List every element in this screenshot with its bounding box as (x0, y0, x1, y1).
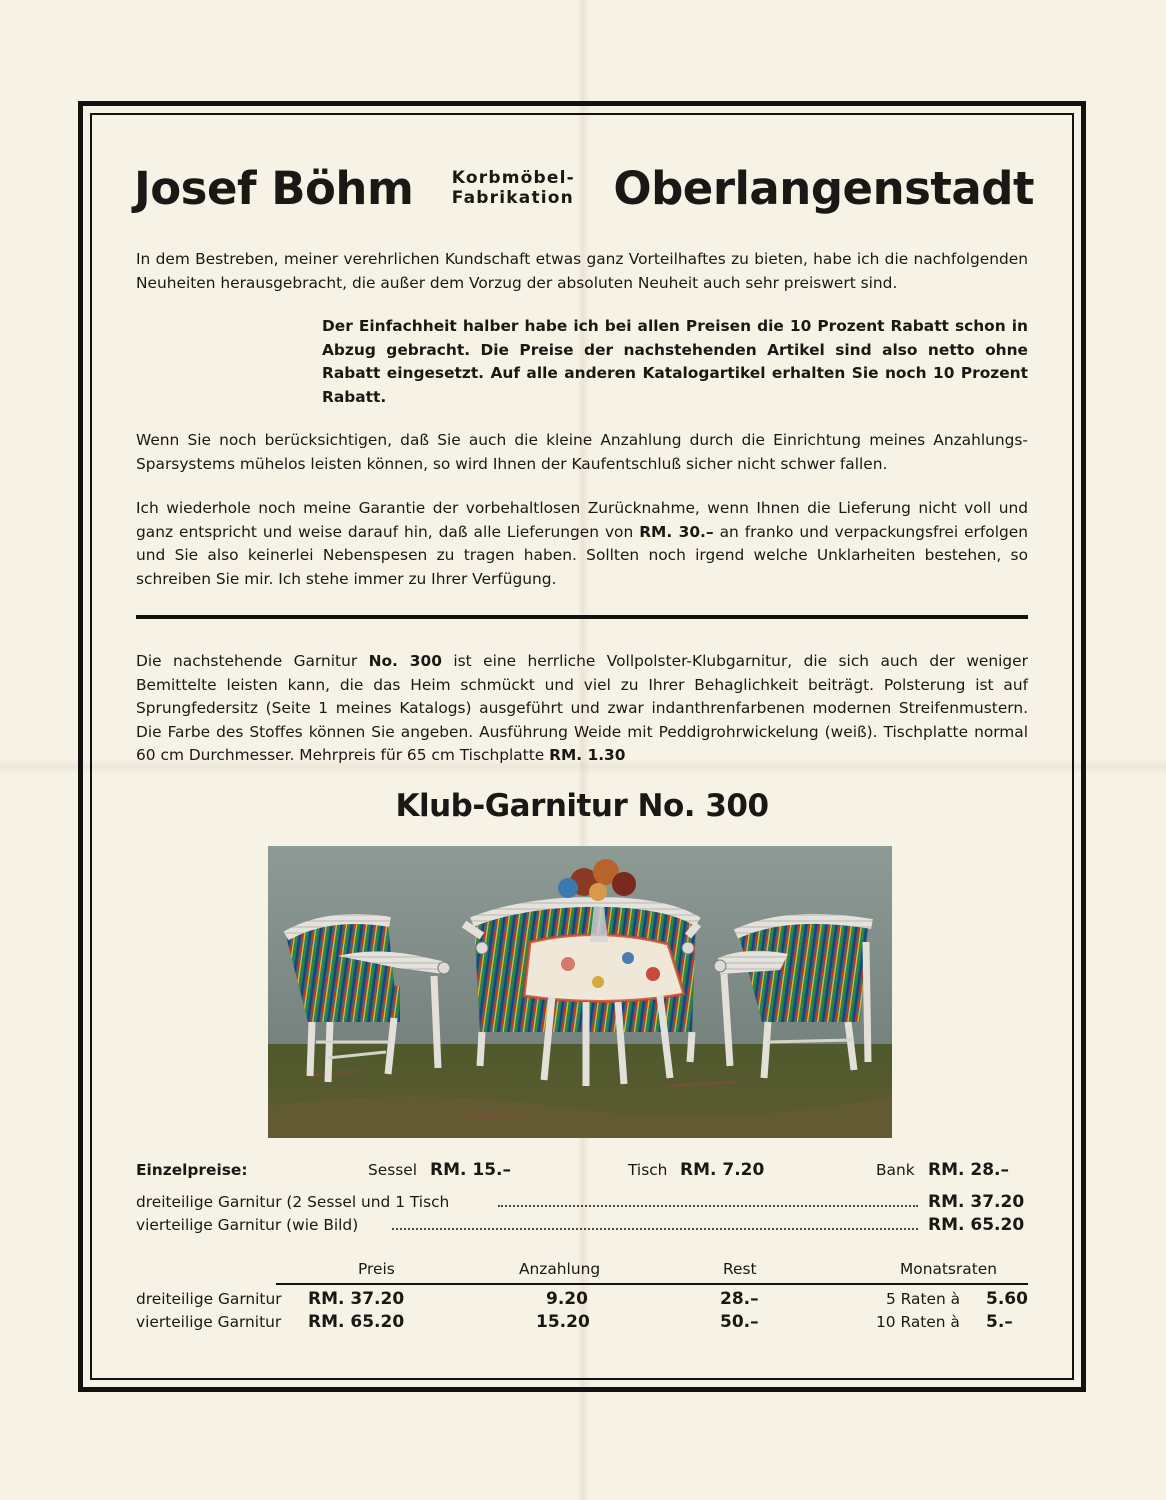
product-desc-a: Die nachstehende Garnitur (136, 652, 369, 670)
column-header: Preis (358, 1260, 395, 1278)
product-number: No. 300 (368, 652, 442, 670)
installment-table-header (136, 1257, 1028, 1281)
intro-paragraph: In dem Bestreben, meiner verehrlichen Kundschaft etwas ganz Vorteilhaftes zu bieten, habe ich die nachfolgenden Neuheiten herausgebracht, die außer dem Vorzug der absoluten Neuheit auch sehr preiswert sind. (136, 250, 1028, 292)
row-down-payment: 9.20 (546, 1289, 588, 1309)
surcharge-price: RM. 1.30 (549, 746, 626, 764)
bank-price: RM. 28.– (928, 1160, 1009, 1180)
three-piece-set-label: dreiteilige Garnitur (2 Sessel und 1 Tisch (136, 1193, 450, 1211)
tisch-label: Tisch (628, 1161, 668, 1179)
column-header: Monatsraten (900, 1260, 997, 1278)
dot-leader (392, 1228, 918, 1230)
product-description (136, 650, 1028, 768)
product-title: Klub-Garnitur No. 300 (395, 788, 769, 824)
row-installments: 5 Raten à (886, 1290, 961, 1308)
column-header: Anzahlung (519, 1260, 601, 1278)
table-row (136, 1310, 1028, 1334)
guarantee-text-a: Ich wiederhole noch meine Garantie der vorbehaltlosen Zurücknahme, wenn Ihnen die Lieferung nicht voll und ganz entspricht und weise darauf hin, daß alle Lieferungen von (136, 499, 1028, 541)
single-prices-label: Einzelpreise: (136, 1161, 248, 1179)
row-label: vierteilige Garnitur (136, 1313, 282, 1331)
bank-label: Bank (876, 1161, 915, 1179)
row-price: RM. 37.20 (308, 1289, 405, 1309)
four-piece-set-label: vierteilige Garnitur (wie Bild) (136, 1216, 359, 1234)
table-header-rule (276, 1283, 1028, 1285)
four-piece-set-row (136, 1213, 1028, 1237)
row-rest: 28.– (720, 1289, 759, 1309)
column-header: Rest (723, 1260, 757, 1278)
discount-notice: Der Einfachheit halber habe ich bei allen Preisen die 10 Prozent Rabatt schon in Abzug gebracht. Die Preise der nachstehenden Artikel sind also netto ohne Rabatt eingesetzt. Auf alle anderen Katalogartikel erhalten Sie noch 10 Prozent Rabatt. (322, 317, 1028, 406)
free-shipping-amount: RM. 30.– (639, 522, 714, 541)
three-piece-set-price: RM. 37.20 (928, 1192, 1025, 1212)
tisch-price: RM. 7.20 (680, 1160, 765, 1180)
payment-paragraph: Wenn Sie noch berücksichtigen, daß Sie auch die kleine Anzahlung durch die Einrichtung meines Anzahlungs-Sparsystems mühelos leisten können, so wird Ihnen der Kaufentschluß sicher nicht schwer fallen. (136, 431, 1028, 473)
product-desc-b: ist eine herrliche Vollpolster-Klubgarnitur, die sich auch der weniger Bemittelte leisten kann, die das Heim schmückt und viel zu Ihrer Behaglichkeit beiträgt. Polsterung ist auf Sprungfedersitz (Seite 1 meines Katalogs) ausgeführt und zwar indanthrenfarbenen modernen Streifenmustern. Die Farbe des Stoffes können Sie angeben. Ausführung Weide mit Peddigrohrwickelung (weiß). Tischplatte normal 60 cm Durchmesser. Mehrpreis für 65 cm Tischplatte (136, 652, 1028, 764)
sessel-label: Sessel (368, 1161, 418, 1179)
row-rest: 50.– (720, 1312, 759, 1332)
letterhead (134, 158, 1034, 218)
table-row (136, 1287, 1028, 1311)
row-installments: 10 Raten à (876, 1313, 960, 1331)
sessel-price: RM. 15.– (430, 1160, 511, 1180)
four-piece-set-price: RM. 65.20 (928, 1215, 1025, 1235)
trade-line-1: Korbmöbel- (451, 168, 575, 188)
trade-line-2: Fabrikation (451, 188, 574, 208)
company-town: Oberlangenstadt (613, 161, 1034, 215)
company-trade (452, 168, 575, 208)
row-installment-amount: 5.60 (986, 1289, 1028, 1309)
single-prices-row (136, 1158, 1028, 1182)
dot-leader (498, 1205, 918, 1207)
row-installment-amount: 5.– (986, 1312, 1013, 1332)
row-price: RM. 65.20 (308, 1312, 405, 1332)
row-down-payment: 15.20 (536, 1312, 590, 1332)
row-label: dreiteilige Garnitur (136, 1290, 282, 1308)
guarantee-text-b: an franko und verpackungsfrei erfolgen und Sie also keinerlei Nebenspesen zu tragen haben. Sollten noch irgend welche Unklarheiten bestehen, so schreiben Sie mir. Ich stehe immer zu Ihrer Verfügung. (136, 522, 1028, 588)
three-piece-set-row (136, 1190, 1028, 1214)
section-divider (136, 615, 1028, 619)
furniture-photo (268, 846, 892, 1138)
company-name: Josef Böhm (134, 161, 414, 215)
guarantee-paragraph (136, 497, 1028, 591)
